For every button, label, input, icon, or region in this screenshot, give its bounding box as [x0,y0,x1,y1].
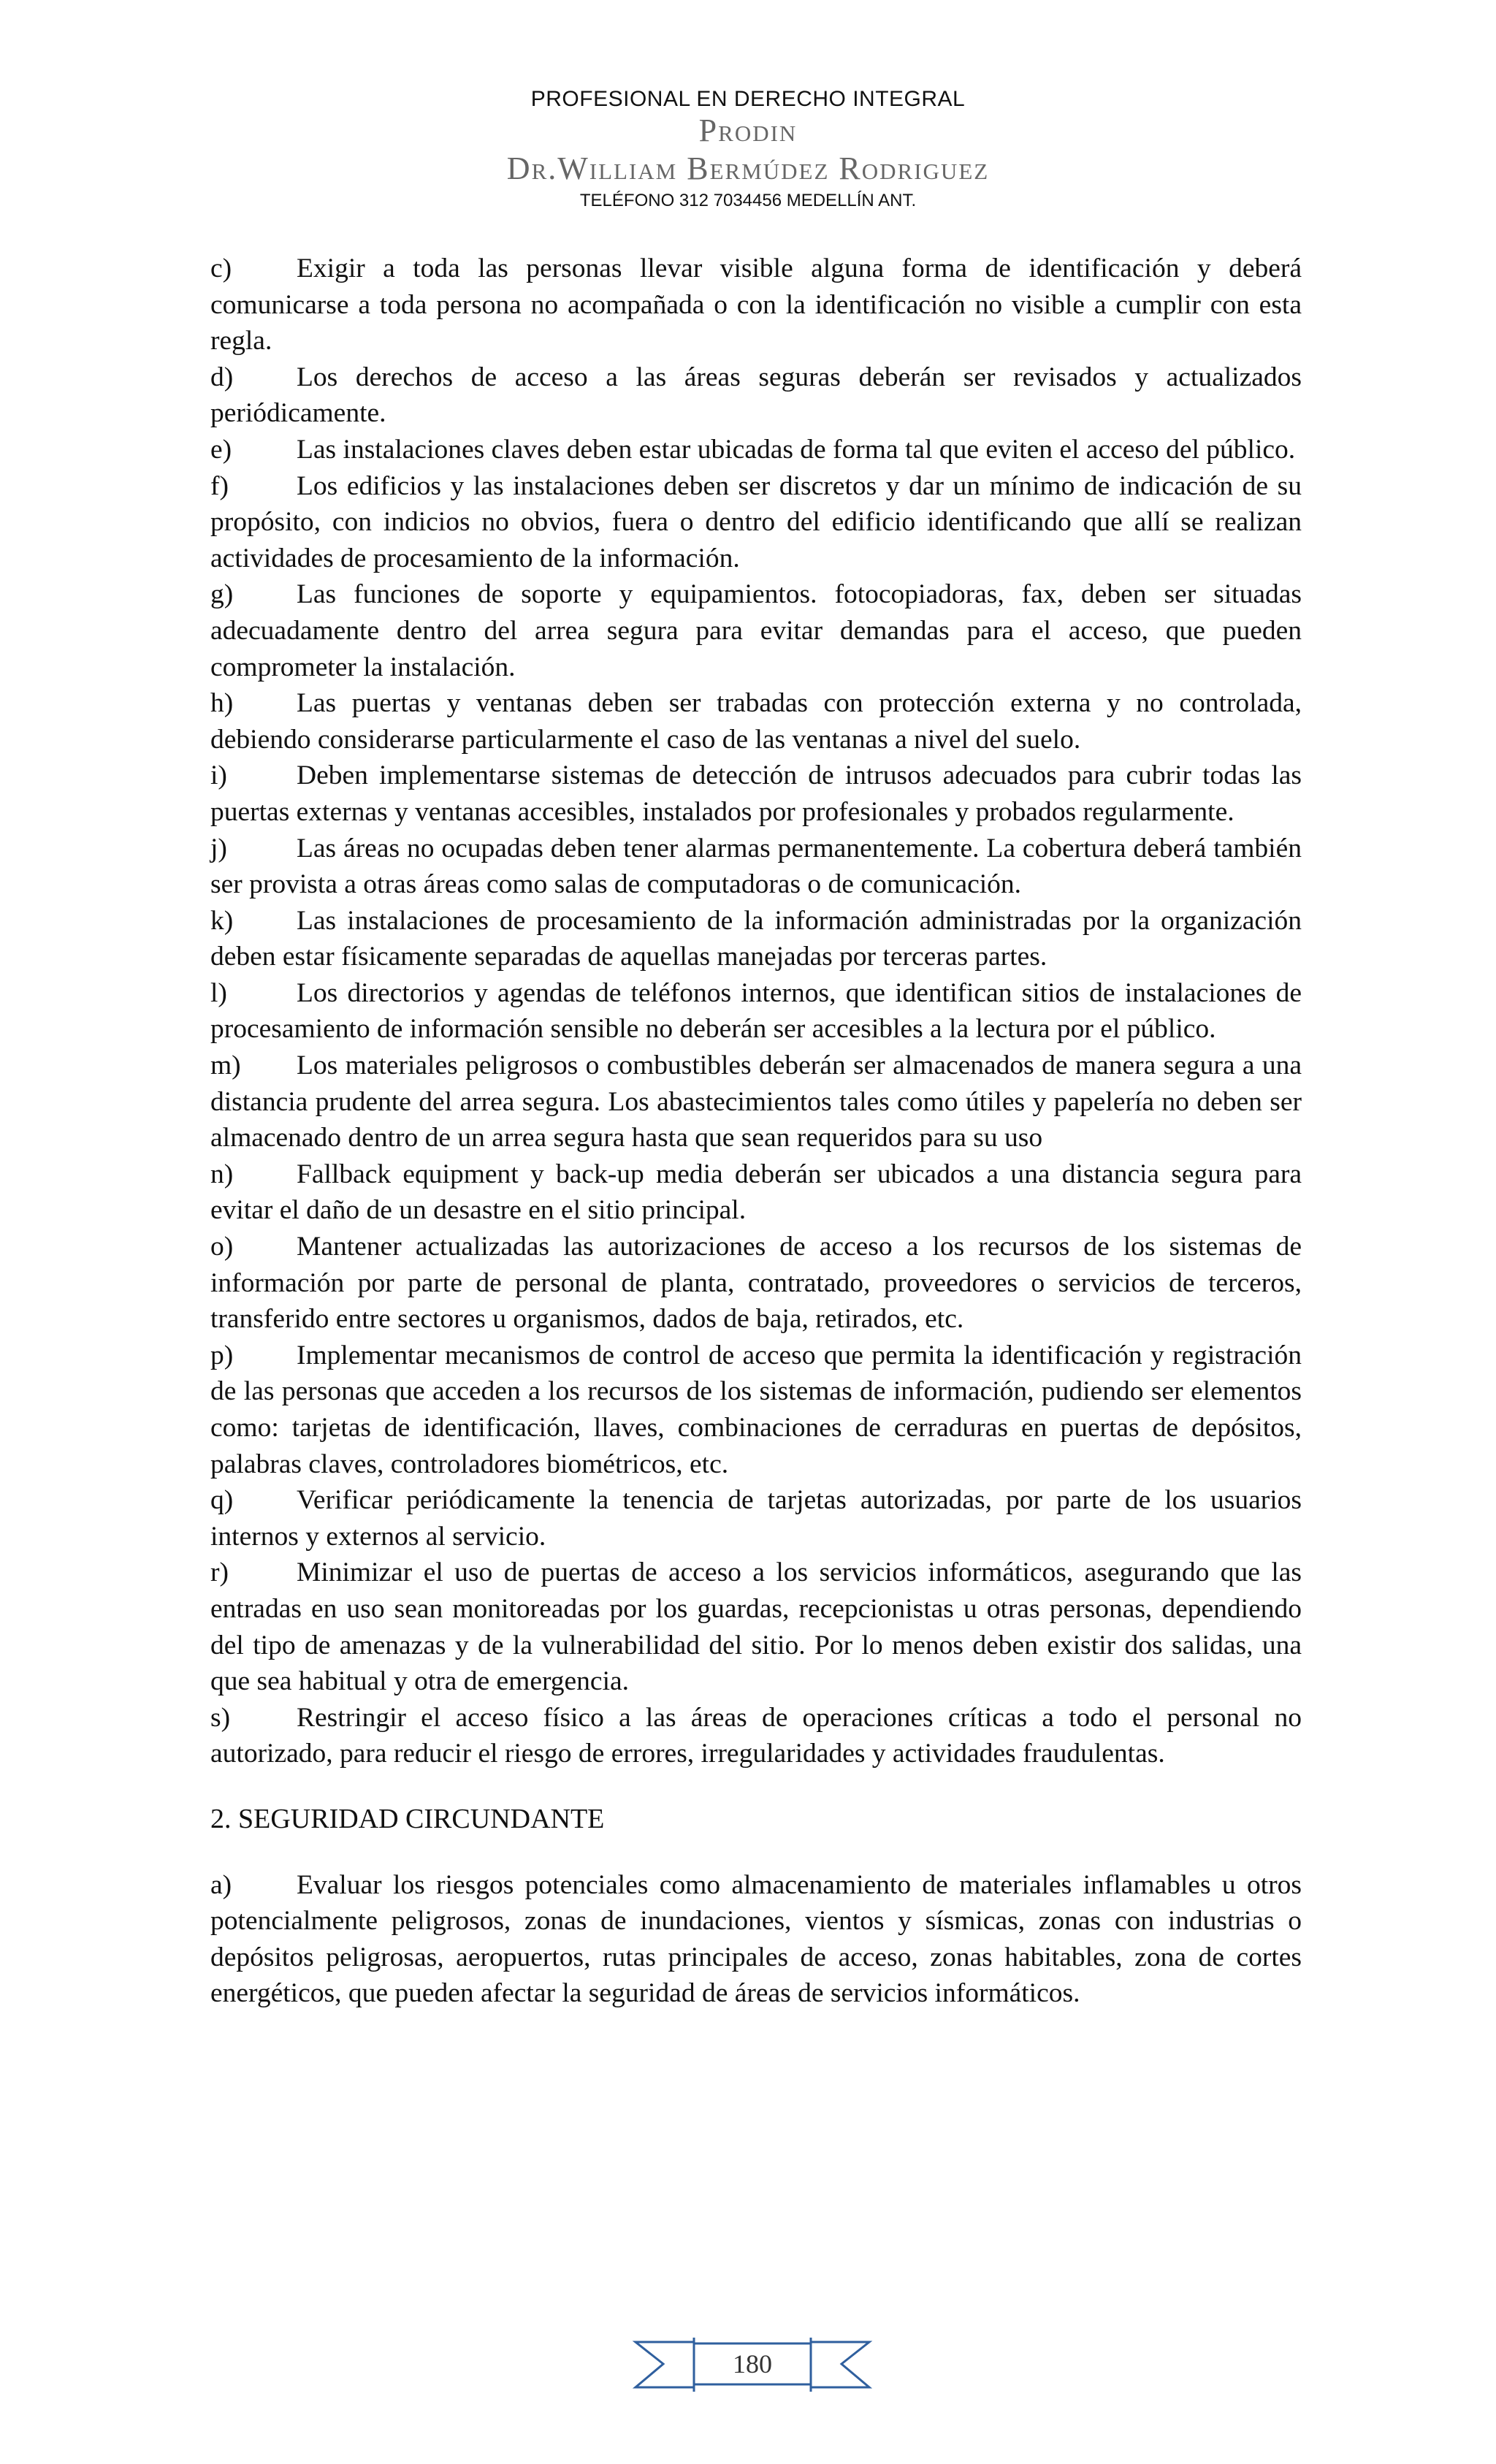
list-item-text: Los edificios y las instalaciones deben ser discretos y dar un mínimo de indicación de su propósito, con indicios no obvios, fuera o dentro del edificio identificando que allí se realizan actividades de procesamiento de la información. [210,470,1302,573]
list-item-text: Las funciones de soporte y equipamientos. fotocopiadoras, fax, deben ser situadas adecuadamente dentro del arrea segura para evitar demandas para el acceso, que pueden comprometer la instalación. [210,579,1302,682]
list-item-label: d) [210,362,234,392]
list-item [210,1229,1302,1338]
list-item-label: m) [210,1050,241,1081]
item-list [210,251,1302,1772]
list-item [210,432,1302,468]
page-number: 180 [733,2349,772,2379]
list-item-text: Implementar mecanismos de control de acceso que permita la identificación y registración de las personas que acceden a los recursos de los sistemas de información, pudiendo ser elementos como: tarjetas de identificación, llaves, combinaciones de cerraduras en puertas de depósitos, palabras claves, controladores biométricos, etc. [210,1340,1302,1479]
list-item-text: Los materiales peligrosos o combustibles deberán ser almacenados de manera segura a una distancia prudente del arrea segura. Los abastecimientos tales como útiles y papelería no deben ser almacenado dentro de un arrea segura hasta que sean requeridos para su uso [210,1050,1302,1153]
list-item-text: Las áreas no ocupadas deben tener alarmas permanentemente. La cobertura deberá también ser provista a otras áreas como salas de computadoras o de comunicación. [210,833,1302,900]
list-item-label: e) [210,434,232,465]
list-item [210,758,1302,830]
list-item-label: c) [210,253,232,283]
list-item-label: g) [210,579,234,610]
list-item-text: Minimizar el uso de puertas de acceso a los servicios informáticos, asegurando que las entradas en uso sean monitoreadas por los guardas, recepcionistas u otras personas, dependiendo del tipo de amenazas y de la vulnerabilidad del sitio. Por lo menos deben existir dos salidas, una que sea habitual y otra de emergencia. [210,1557,1302,1697]
list-item-label: o) [210,1232,234,1262]
list-item-label: r) [210,1557,229,1588]
list-item [210,831,1302,903]
list-item [210,1867,1302,2012]
list-item [210,1700,1302,1772]
letterhead-profession: PROFESIONAL EN DERECHO INTEGRAL [530,87,966,111]
list-item-text: Exigir a toda las personas llevar visible alguna forma de identificación y deberá comunicarse a toda persona no acompañada o con la identificación no visible a cumplir con esta regla. [210,253,1302,356]
section-title: 2. SEGURIDAD CIRCUNDANTE [210,1803,605,1834]
list-item-label: j) [210,833,227,863]
list-item [210,1156,1302,1229]
section-item-list [210,1867,1302,2012]
list-item [210,1555,1302,1699]
list-item [210,975,1302,1048]
list-item-text: Las instalaciones claves deben estar ubicadas de forma tal que eviten el acceso del público. [297,434,1296,465]
list-item [210,1482,1302,1555]
list-item-text: Los directorios y agendas de teléfonos internos, que identifican sitios de instalaciones de procesamiento de información sensible no deberán ser accesibles a la lectura por el público. [210,977,1302,1045]
list-item-label: n) [210,1159,234,1189]
list-item-label: i) [210,760,227,791]
letterhead-name: Dr.William Bermúdez Rodriguez [506,150,990,187]
list-item [210,251,1302,359]
list-item-text: Evaluar los riesgos potenciales como almacenamiento de materiales inflamables u otros potencialmente peligrosos, zonas de inundaciones, vientos y sísmicas, zonas con industrias o depósitos peligrosas, aeropuertos, rutas principales de acceso, zonas habitables, zona de cortes energéticos, que pueden afectar la seguridad de áreas de servicios informáticos. [210,1869,1302,2009]
letterhead [0,86,1496,212]
list-item [210,359,1302,432]
list-item [210,468,1302,577]
list-item-label: s) [210,1702,231,1733]
list-item-label: h) [210,688,234,719]
list-item-text: Mantener actualizadas las autorizaciones de acceso a los recursos de los sistemas de información por parte de personal de planta, contratado, proveedores o servicios de terceros, transferido entre sectores u organismos, dados de baja, retirados, etc. [210,1232,1302,1335]
list-item [210,576,1302,685]
letterhead-brand: Prodin [698,112,798,149]
list-item-text: Las instalaciones de procesamiento de la información administradas por la organización deben estar físicamente separadas de aquellas manejadas por terceras partes. [210,905,1302,972]
list-item-text: Los derechos de acceso a las áreas seguras deberán ser revisados y actualizados periódicamente. [210,362,1302,429]
letterhead-phone: TELÉFONO 312 7034456 MEDELLÍN ANT. [579,191,917,211]
list-item-text: Restringir el acceso físico a las áreas de operaciones críticas a todo el personal no autorizado, para reducir el riesgo de errores, irregularidades y actividades fraudulentas. [210,1702,1302,1769]
list-item-label: f) [210,470,229,501]
list-item [210,685,1302,758]
list-item [210,1338,1302,1482]
list-item-label: p) [210,1340,234,1370]
list-item-text: Fallback equipment y back-up media deberán ser ubicados a una distancia segura para evitar el daño de un desastre en el sitio principal. [210,1159,1302,1226]
list-item-text: Verificar periódicamente la tenencia de tarjetas autorizadas, por parte de los usuarios internos y externos al servicio. [210,1485,1302,1552]
list-item [210,1048,1302,1156]
document-body [210,251,1302,2012]
list-item-text: Deben implementarse sistemas de detección de intrusos adecuados para cubrir todas las puertas externas y ventanas accesibles, instalados por profesionales y probados regularmente. [210,760,1302,827]
list-item-label: k) [210,905,234,936]
list-item [210,903,1302,975]
list-item-label: a) [210,1869,232,1900]
page-footer [628,2323,877,2411]
list-item-label: l) [210,977,227,1008]
list-item-text: Las puertas y ventanas deben ser trabadas con protección externa y no controlada, debiendo considerarse particularmente el caso de las ventanas a nivel del suelo. [210,688,1302,755]
list-item-label: q) [210,1485,234,1516]
